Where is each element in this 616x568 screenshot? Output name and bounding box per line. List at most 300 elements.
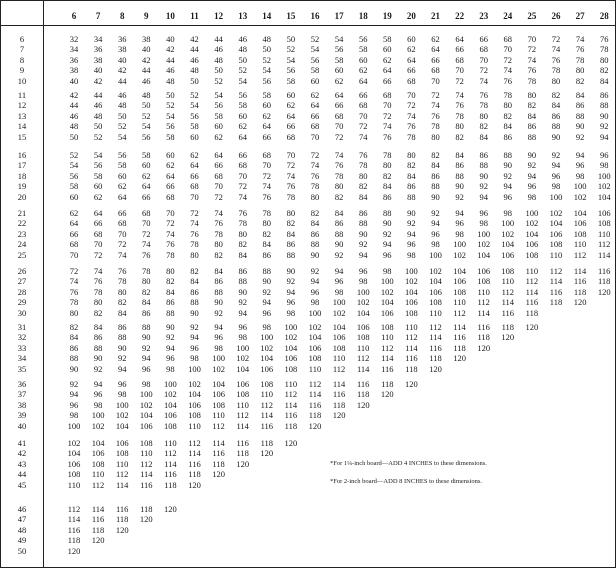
row-label-21: 21: [17, 208, 27, 218]
table-cell: 110: [501, 276, 515, 287]
table-cell: 58: [383, 34, 392, 44]
table-cell: 44: [93, 90, 103, 100]
row-label-38: 38: [17, 399, 27, 410]
table-cell: 108: [405, 307, 418, 318]
table-cell: 54: [334, 34, 344, 44]
table-cell: 98: [117, 389, 127, 400]
table-cell: 90: [599, 110, 609, 121]
table-cell: 114: [67, 514, 81, 525]
table-cell: 66: [286, 121, 296, 132]
table-cell: 100: [597, 170, 611, 181]
header-divider: [0, 25, 616, 26]
table-cell: 110: [308, 363, 322, 374]
table-cell: 80: [358, 170, 368, 181]
table-cell: 102: [380, 286, 394, 297]
table-cell: 100: [284, 322, 298, 332]
table-cell: 58: [93, 170, 103, 181]
row-label-45: 45: [17, 479, 27, 490]
table-cell: 116: [573, 276, 587, 287]
table-cell: 104: [477, 249, 491, 260]
table-cell: 110: [115, 458, 129, 469]
table-cell: 112: [308, 379, 322, 389]
row-label-36: 36: [17, 379, 27, 389]
table-cell: 92: [310, 266, 320, 276]
table-cell: 78: [455, 110, 464, 121]
table-cell: 88: [262, 266, 272, 276]
table-cell: 88: [69, 353, 79, 364]
table-cell: 76: [93, 276, 103, 287]
table-cell: 106: [188, 399, 201, 410]
table-cell: 106: [332, 332, 346, 343]
table-cell: 84: [575, 90, 585, 100]
table-cell: 52: [286, 44, 296, 55]
table-cell: 92: [455, 191, 464, 202]
table-cell: 56: [93, 160, 103, 171]
table-cell: 90: [358, 228, 368, 239]
row-label-41: 41: [17, 438, 27, 448]
table-cell: 68: [431, 65, 440, 76]
table-cell: 118: [597, 276, 611, 287]
table-cell: 94: [262, 297, 272, 308]
table-cell: 90: [431, 191, 440, 202]
table-cell: 96: [286, 297, 296, 308]
table-cell: 114: [308, 389, 322, 400]
row-label-19: 19: [17, 181, 27, 192]
table-cell: 58: [310, 65, 320, 76]
table-cell: 68: [238, 160, 247, 171]
table-left-border: [0, 0, 1, 568]
table-cell: 110: [356, 342, 370, 353]
table-cell: 56: [262, 75, 272, 86]
table-cell: 94: [431, 218, 440, 229]
table-cell: 86: [69, 342, 79, 353]
table-cell: 48: [166, 75, 175, 86]
table-cell: 74: [527, 54, 537, 65]
table-cell: 62: [383, 54, 392, 65]
table-cell: 98: [575, 170, 585, 181]
table-cell: 108: [429, 297, 442, 308]
table-cell: 90: [407, 208, 416, 218]
table-cell: 92: [551, 150, 561, 160]
table-cell: 42: [142, 54, 151, 65]
table-cell: 86: [599, 90, 609, 100]
table-cell: 72: [142, 228, 151, 239]
table-cell: 106: [67, 458, 81, 469]
table-cell: 60: [310, 75, 320, 86]
table-cell: 114: [115, 479, 129, 490]
row-label-11: 11: [17, 90, 27, 100]
row-label-22: 22: [17, 218, 27, 229]
table-cell: 106: [212, 389, 225, 400]
table-cell: 64: [238, 131, 247, 142]
table-cell: 70: [431, 75, 440, 86]
table-cell: 102: [115, 410, 129, 421]
table-cell: 78: [551, 65, 561, 76]
table-cell: 82: [166, 276, 175, 287]
row-label-35: 35: [17, 363, 27, 374]
table-cell: 116: [332, 389, 346, 400]
table-cell: 100: [260, 332, 274, 343]
table-cell: 100: [212, 353, 225, 364]
table-cell: 68: [407, 75, 416, 86]
table-cell: 50: [93, 121, 103, 132]
column-header-23: 23: [479, 11, 489, 21]
table-cell: 114: [525, 286, 539, 297]
table-cell: 112: [573, 249, 587, 260]
table-cell: 90: [69, 363, 79, 374]
table-cell: 100: [477, 228, 491, 239]
table-cell: 56: [286, 65, 296, 76]
table-cell: 94: [503, 181, 513, 192]
table-cell: 90: [286, 266, 296, 276]
table-cell: 118: [332, 399, 346, 410]
table-cell: 68: [166, 191, 175, 202]
table-cell: 100: [501, 218, 515, 229]
table-cell: 60: [238, 110, 247, 121]
table-cell: 114: [405, 342, 418, 353]
table-cell: 102: [212, 363, 225, 374]
table-cell: 66: [214, 160, 223, 171]
table-cell: 116: [212, 448, 225, 459]
table-cell: 80: [69, 307, 79, 318]
table-cell: 70: [142, 218, 151, 229]
table-cell: 84: [166, 286, 175, 297]
column-header-26: 26: [551, 11, 561, 21]
table-cell: 50: [238, 54, 247, 65]
row-label-47: 47: [17, 514, 27, 525]
table-cell: 94: [599, 131, 609, 142]
table-cell: 70: [334, 121, 344, 132]
table-cell: 120: [429, 363, 442, 374]
table-cell: 104: [260, 353, 274, 364]
table-cell: 74: [503, 65, 513, 76]
table-cell: 94: [527, 170, 537, 181]
table-cell: 94: [142, 353, 151, 364]
table-cell: 120: [573, 297, 587, 308]
table-cell: 92: [527, 160, 537, 171]
table-cell: 46: [93, 100, 103, 111]
table-cell: 86: [142, 307, 151, 318]
table-cell: 72: [166, 218, 175, 229]
table-top-border: [0, 0, 616, 1]
table-cell: 106: [356, 322, 370, 332]
table-cell: 48: [117, 100, 127, 111]
table-cell: 52: [214, 75, 223, 86]
table-cell: 98: [142, 379, 151, 389]
table-cell: 74: [117, 249, 127, 260]
table-cell: 88: [575, 110, 585, 121]
table-cell: 94: [286, 286, 296, 297]
table-cell: 112: [67, 504, 81, 514]
table-cell: 74: [166, 228, 175, 239]
table-cell: 66: [455, 44, 464, 55]
row-label-31: 31: [17, 322, 27, 332]
table-cell: 102: [453, 249, 466, 260]
table-cell: 94: [383, 239, 392, 250]
table-cell: 90: [238, 286, 247, 297]
row-label-16: 16: [17, 150, 27, 160]
table-cell: 86: [238, 266, 247, 276]
table-cell: 78: [599, 44, 609, 55]
table-cell: 72: [334, 131, 344, 142]
table-cell: 96: [310, 286, 320, 297]
table-cell: 56: [117, 150, 127, 160]
table-cell: 56: [166, 121, 175, 132]
table-cell: 104: [236, 363, 250, 374]
table-cell: 116: [453, 332, 466, 343]
table-cell: 110: [332, 353, 346, 364]
table-cell: 68: [142, 208, 151, 218]
table-cell: 76: [407, 121, 416, 132]
table-cell: 102: [573, 191, 587, 202]
table-cell: 42: [166, 44, 175, 55]
table-cell: 112: [549, 266, 563, 276]
table-cell: 56: [310, 54, 320, 65]
table-cell: 118: [429, 353, 442, 364]
table-cell: 104: [573, 208, 587, 218]
table-cell: 80: [503, 100, 513, 111]
table-cell: 92: [479, 181, 488, 192]
table-cell: 60: [383, 44, 392, 55]
table-cell: 70: [455, 65, 464, 76]
row-label-46: 46: [17, 504, 27, 514]
table-cell: 116: [525, 297, 539, 308]
table-cell: 84: [190, 276, 199, 287]
table-cell: 58: [358, 44, 368, 55]
table-cell: 106: [573, 218, 587, 229]
table-cell: 98: [407, 249, 416, 260]
table-cell: 92: [190, 322, 199, 332]
table-cell: 64: [214, 150, 223, 160]
table-cell: 70: [358, 110, 368, 121]
table-cell: 102: [405, 276, 418, 287]
table-cell: 70: [503, 44, 513, 55]
table-cell: 48: [93, 110, 103, 121]
table-cell: 78: [575, 54, 585, 65]
table-cell: 78: [334, 170, 344, 181]
row-label-6: 6: [19, 34, 25, 44]
table-cell: 68: [93, 228, 103, 239]
table-cell: 74: [69, 276, 79, 287]
table-cell: 76: [214, 218, 223, 229]
table-cell: 96: [190, 342, 199, 353]
table-cell: 70: [93, 239, 103, 250]
table-cell: 36: [117, 34, 127, 44]
table-cell: 62: [190, 150, 199, 160]
table-cell: 74: [407, 110, 416, 121]
table-cell: 104: [67, 448, 81, 459]
table-cell: 102: [477, 239, 491, 250]
table-cell: 90: [117, 342, 127, 353]
table-cell: 96: [599, 150, 609, 160]
table-cell: 64: [190, 160, 199, 171]
table-cell: 96: [166, 353, 175, 364]
table-cell: 88: [214, 286, 223, 297]
table-cell: 68: [455, 54, 464, 65]
table-cell: 112: [356, 353, 370, 364]
table-cell: 104: [332, 322, 346, 332]
table-cell: 82: [286, 218, 296, 229]
table-cell: 78: [214, 228, 223, 239]
table-cell: 90: [214, 297, 223, 308]
table-cell: 38: [117, 44, 127, 55]
table-cell: 82: [479, 121, 488, 132]
table-cell: 82: [407, 160, 416, 171]
table-cell: 72: [93, 249, 103, 260]
table-cell: 40: [69, 75, 79, 86]
table-cell: 114: [260, 410, 274, 421]
table-cell: 106: [501, 249, 515, 260]
row-label-14: 14: [17, 121, 27, 132]
board-note-2: *For 2-inch board—ADD 8 INCHES to these dimensions.: [330, 478, 483, 485]
table-cell: 44: [190, 44, 199, 55]
table-cell: 120: [164, 504, 177, 514]
table-cell: 76: [334, 160, 344, 171]
table-cell: 94: [334, 266, 344, 276]
table-cell: 96: [455, 218, 464, 229]
table-cell: 110: [91, 469, 105, 480]
table-cell: 104: [308, 332, 322, 343]
row-label-9: 9: [19, 65, 25, 76]
table-cell: 84: [286, 228, 296, 239]
table-cell: 112: [164, 448, 177, 459]
table-cell: 70: [310, 131, 320, 142]
table-cell: 78: [479, 100, 488, 111]
table-cell: 84: [503, 121, 513, 132]
row-label-40: 40: [17, 420, 27, 431]
table-cell: 120: [91, 535, 105, 546]
table-cell: 108: [91, 458, 105, 469]
table-cell: 118: [501, 322, 515, 332]
table-cell: 104: [139, 410, 153, 421]
table-cell: 58: [166, 131, 175, 142]
table-cell: 66: [383, 75, 392, 86]
table-cell: 82: [310, 208, 320, 218]
table-cell: 108: [67, 469, 81, 480]
table-cell: 118: [188, 469, 201, 480]
table-cell: 118: [91, 524, 105, 535]
table-cell: 114: [236, 420, 249, 431]
table-cell: 56: [142, 131, 151, 142]
table-cell: 92: [142, 342, 151, 353]
row-label-24: 24: [17, 239, 27, 250]
table-cell: 114: [91, 504, 105, 514]
row-label-12: 12: [17, 100, 27, 111]
table-cell: 110: [381, 332, 394, 343]
table-cell: 84: [142, 297, 151, 308]
table-cell: 110: [260, 389, 274, 400]
table-cell: 66: [93, 218, 103, 229]
table-cell: 116: [356, 379, 370, 389]
table-cell: 68: [190, 181, 199, 192]
table-cell: 50: [286, 34, 296, 44]
table-cell: 80: [214, 239, 223, 250]
table-cell: 120: [188, 479, 201, 490]
table-cell: 42: [190, 34, 199, 44]
table-cell: 92: [166, 332, 175, 343]
table-cell: 86: [358, 208, 368, 218]
table-cell: 76: [479, 90, 488, 100]
table-cell: 68: [383, 90, 392, 100]
table-cell: 94: [166, 342, 175, 353]
table-cell: 72: [479, 65, 488, 76]
row-label-43: 43: [17, 458, 27, 469]
table-cell: 90: [575, 121, 585, 132]
table-cell: 104: [453, 266, 466, 276]
row-label-39: 39: [17, 410, 27, 421]
table-cell: 112: [477, 297, 490, 308]
table-cell: 104: [501, 239, 515, 250]
table-cell: 92: [286, 276, 296, 287]
table-cell: 38: [93, 54, 103, 65]
table-cell: 106: [549, 228, 563, 239]
table-cell: 116: [67, 524, 81, 535]
table-cell: 62: [334, 75, 344, 86]
table-cell: 62: [431, 34, 440, 44]
table-cell: 118: [140, 504, 153, 514]
table-cell: 98: [238, 332, 247, 343]
table-cell: 96: [551, 170, 561, 181]
table-cell: 106: [91, 448, 105, 459]
table-cell: 104: [356, 307, 370, 318]
table-cell: 110: [453, 297, 466, 308]
table-cell: 116: [405, 353, 418, 364]
table-cell: 78: [431, 121, 440, 132]
table-cell: 100: [429, 249, 442, 260]
table-cell: 120: [380, 389, 394, 400]
table-cell: 116: [549, 286, 563, 297]
table-cell: 98: [69, 410, 79, 421]
table-cell: 76: [262, 191, 272, 202]
table-cell: 72: [214, 191, 223, 202]
column-header-22: 22: [455, 11, 465, 21]
table-cell: 80: [262, 218, 272, 229]
table-cell: 88: [190, 297, 199, 308]
table-cell: 102: [164, 389, 177, 400]
table-cell: 74: [455, 90, 464, 100]
table-cell: 64: [286, 110, 296, 121]
table-cell: 92: [358, 239, 368, 250]
table-cell: 120: [236, 458, 250, 469]
table-cell: 112: [236, 410, 249, 421]
table-cell: 104: [405, 286, 418, 297]
table-cell: 94: [479, 191, 488, 202]
table-cell: 64: [310, 100, 320, 111]
table-cell: 72: [503, 54, 513, 65]
table-cell: 118: [260, 438, 274, 448]
table-cell: 110: [67, 479, 81, 490]
table-cell: 80: [383, 160, 392, 171]
table-cell: 84: [527, 110, 537, 121]
table-cell: 76: [358, 150, 368, 160]
table-cell: 62: [238, 121, 247, 132]
table-cell: 60: [262, 100, 272, 111]
row-label-32: 32: [17, 332, 27, 343]
table-cell: 120: [356, 399, 370, 410]
table-cell: 106: [453, 276, 466, 287]
table-cell: 54: [142, 121, 151, 132]
table-cell: 80: [551, 75, 561, 86]
table-cell: 108: [284, 363, 298, 374]
table-cell: 98: [214, 342, 223, 353]
table-cell: 64: [455, 34, 464, 44]
table-cell: 100: [91, 410, 105, 421]
table-cell: 58: [117, 160, 127, 171]
table-cell: 102: [260, 342, 274, 353]
table-cell: 88: [117, 332, 127, 343]
table-cell: 42: [117, 65, 127, 76]
table-cell: 98: [93, 399, 103, 410]
